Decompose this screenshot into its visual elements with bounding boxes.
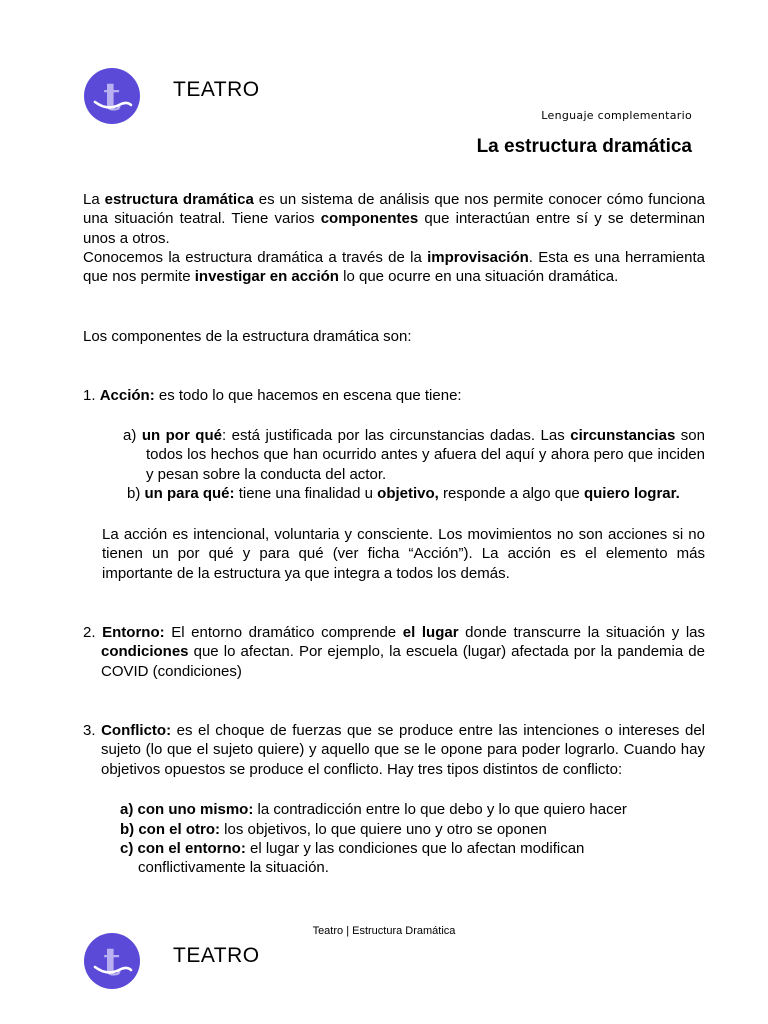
- theatre-logo-icon: [83, 67, 141, 125]
- intro-paragraph-2: Conocemos la estructura dramática a través de la improvisación. Esta es una herramienta que nos permite investigar en acción lo que ocurre en una situación dramática.: [83, 249, 705, 286]
- teatro-logo-footer: [83, 932, 141, 990]
- item-accion-note: La acción es intencional, voluntaria y consciente. Los movimientos no son acciones si no tienen un por qué y para qué (ver ficha “Acción”). La acción es el elemento más importante de la estructura ya que integra a todos los demás.: [102, 526, 705, 582]
- page-title: La estructura dramática: [476, 136, 692, 157]
- brand-title: TEATRO: [173, 78, 260, 101]
- svg-text:t: t: [103, 939, 121, 984]
- intro-paragraph-1: La estructura dramática es un sistema de análisis que nos permite conocer cómo funciona una situación teatral. Tiene varios componentes que interactúan entre sí y se determinan unos a otros.: [83, 191, 705, 247]
- item-conflicto-a: a) con uno mismo: la contradicción entre lo que debo y lo que quiero hacer: [120, 801, 627, 818]
- term-estructura: estructura dramática: [104, 191, 254, 208]
- intro-paragraph-3: Los componentes de la estructura dramática son:: [83, 328, 412, 345]
- item-conflicto-b: b) con el otro: los objetivos, lo que quiere uno y otro se oponen: [120, 821, 547, 838]
- theatre-logo-icon: [83, 932, 141, 990]
- item-accion-a: a) un por qué: está justificada por las circunstancias dadas. Las circunstancias son todos los hechos que han ocurrido antes y afuera del aquí y ahora pero que inciden y pesan sobre la conducta del actor.: [123, 427, 705, 483]
- brand-title-footer: TEATRO: [173, 944, 260, 967]
- term-improvisacion: improvisación: [427, 249, 529, 266]
- term-investigar: investigar en acción: [194, 268, 339, 286]
- svg-text:t: t: [103, 74, 121, 119]
- footer-text: Teatro | Estructura Dramática: [312, 925, 456, 937]
- item-entorno: 2. Entorno: El entorno dramático comprende el lugar donde transcurre la situación y las condiciones que lo afectan. Por ejemplo, la escuela (lugar) afectada por la pandemia de COVID (condiciones): [83, 624, 705, 680]
- item-accion: 1. Acción: es todo lo que hacemos en escena que tiene:: [83, 387, 462, 404]
- item-accion-b: b) un para qué: tiene una finalidad u objetivo, responde a algo que quiero lograr.: [127, 485, 680, 502]
- term-componentes: componentes: [320, 210, 419, 228]
- item-conflicto: 3. Conflicto: es el choque de fuerzas que se produce entre las intenciones o intereses del sujeto (lo que el sujeto quiere) y aquello que se le opone para poder lograrlo. Cuando hay objetivos opuestos se produce el conflicto. Hay tres tipos distintos de conflicto:: [83, 722, 705, 778]
- item-conflicto-c: c) con el entorno: el lugar y las condiciones que lo afectan modifican conflictivamente la situación.: [120, 840, 585, 877]
- teatro-logo: [83, 67, 141, 125]
- subtitle: Lenguaje complementario: [541, 109, 692, 122]
